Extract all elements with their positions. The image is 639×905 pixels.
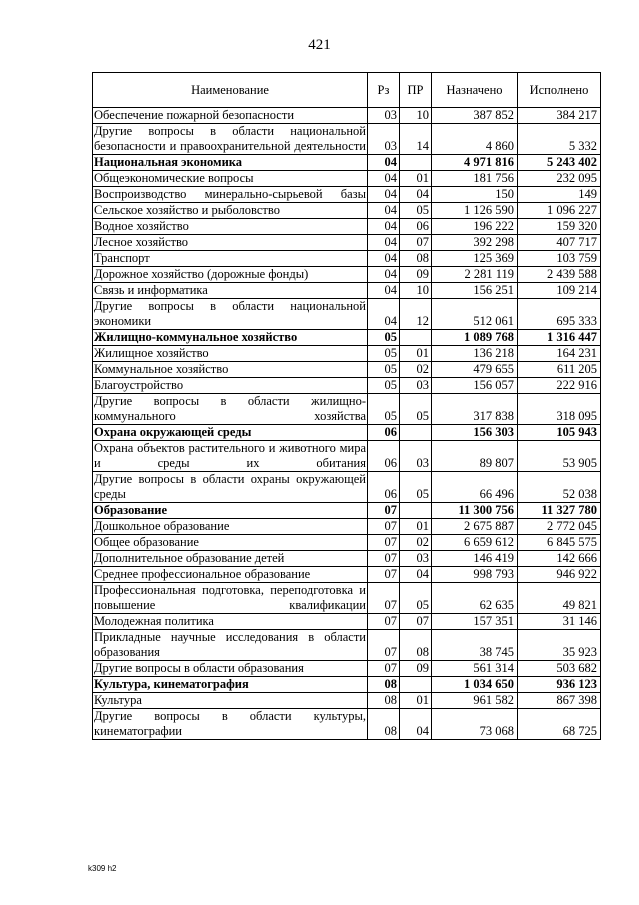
row-name-cell: Транспорт [93, 251, 368, 267]
row-planned-cell: 156 303 [432, 425, 518, 441]
row-planned-cell: 89 807 [432, 441, 518, 472]
row-executed-cell: 384 217 [518, 108, 601, 124]
row-rz-cell: 05 [368, 394, 400, 425]
table-row [93, 472, 601, 503]
row-planned-cell: 62 635 [432, 583, 518, 614]
table-row [93, 519, 601, 535]
row-rz-cell: 07 [368, 503, 400, 519]
row-rz-cell: 05 [368, 346, 400, 362]
row-name-cell: Обеспечение пожарной безопасности [93, 108, 368, 124]
header-rz: Рз [368, 73, 400, 108]
table-row [93, 283, 601, 299]
row-planned-cell: 998 793 [432, 567, 518, 583]
row-executed-cell: 109 214 [518, 283, 601, 299]
row-rz-cell: 05 [368, 330, 400, 346]
header-executed: Исполнено [518, 73, 601, 108]
row-pr-cell: 04 [400, 709, 432, 740]
row-executed-cell: 35 923 [518, 630, 601, 661]
header-name: Наименование [93, 73, 368, 108]
table-row [93, 630, 601, 661]
row-executed-cell: 6 845 575 [518, 535, 601, 551]
table-row [93, 551, 601, 567]
row-rz-cell: 04 [368, 155, 400, 171]
row-planned-cell: 961 582 [432, 693, 518, 709]
table-row [93, 267, 601, 283]
row-planned-cell: 196 222 [432, 219, 518, 235]
row-rz-cell: 05 [368, 362, 400, 378]
row-rz-cell: 07 [368, 583, 400, 614]
row-name-cell: Дополнительное образование детей [93, 551, 368, 567]
row-executed-cell: 232 095 [518, 171, 601, 187]
row-planned-cell: 1 089 768 [432, 330, 518, 346]
row-pr-cell [400, 425, 432, 441]
row-planned-cell: 150 [432, 187, 518, 203]
row-rz-cell: 04 [368, 203, 400, 219]
row-name-cell: Культура [93, 693, 368, 709]
row-planned-cell: 73 068 [432, 709, 518, 740]
row-rz-cell: 03 [368, 108, 400, 124]
row-name-cell: Жилищно-коммунальное хозяйство [93, 330, 368, 346]
row-executed-cell: 611 205 [518, 362, 601, 378]
row-pr-cell: 01 [400, 171, 432, 187]
row-name-cell: Общее образование [93, 535, 368, 551]
row-planned-cell: 512 061 [432, 299, 518, 330]
row-rz-cell: 07 [368, 630, 400, 661]
row-pr-cell: 05 [400, 394, 432, 425]
row-name-cell: Дорожное хозяйство (дорожные фонды) [93, 267, 368, 283]
row-executed-cell: 103 759 [518, 251, 601, 267]
table-row [93, 535, 601, 551]
row-pr-cell: 08 [400, 630, 432, 661]
row-name-cell: Другие вопросы в области жилищно-коммунального хозяйства [94, 394, 366, 423]
row-pr-cell: 06 [400, 219, 432, 235]
row-rz-cell: 07 [368, 519, 400, 535]
table-row [93, 362, 601, 378]
row-pr-cell [400, 155, 432, 171]
row-executed-cell: 11 327 780 [518, 503, 601, 519]
header-pr: ПР [400, 73, 432, 108]
row-name-cell: Другие вопросы в области национальной экономики [94, 299, 366, 328]
row-executed-cell: 68 725 [518, 709, 601, 740]
row-rz-cell: 08 [368, 709, 400, 740]
table-row [93, 567, 601, 583]
table-section-row [93, 330, 601, 346]
row-pr-cell: 12 [400, 299, 432, 330]
row-planned-cell: 479 655 [432, 362, 518, 378]
row-planned-cell: 156 057 [432, 378, 518, 394]
table-row [93, 346, 601, 362]
row-executed-cell: 149 [518, 187, 601, 203]
budget-table [92, 72, 601, 740]
row-name-cell: Коммунальное хозяйство [93, 362, 368, 378]
row-planned-cell: 125 369 [432, 251, 518, 267]
row-executed-cell: 1 096 227 [518, 203, 601, 219]
row-pr-cell: 03 [400, 441, 432, 472]
row-pr-cell: 05 [400, 472, 432, 503]
row-pr-cell: 02 [400, 535, 432, 551]
row-executed-cell: 105 943 [518, 425, 601, 441]
row-executed-cell: 159 320 [518, 219, 601, 235]
row-planned-cell: 387 852 [432, 108, 518, 124]
row-pr-cell: 10 [400, 108, 432, 124]
row-executed-cell: 142 666 [518, 551, 601, 567]
row-rz-cell: 04 [368, 251, 400, 267]
row-planned-cell: 317 838 [432, 394, 518, 425]
row-name-cell: Национальная экономика [93, 155, 368, 171]
row-rz-cell: 04 [368, 283, 400, 299]
table-section-row [93, 677, 601, 693]
table-row [93, 171, 601, 187]
row-name-cell: Среднее профессиональное образование [93, 567, 368, 583]
row-pr-cell [400, 330, 432, 346]
row-planned-cell: 2 281 119 [432, 267, 518, 283]
table-row [93, 299, 601, 330]
row-rz-cell: 07 [368, 661, 400, 677]
row-name-cell: Культура, кинематография [93, 677, 368, 693]
row-rz-cell: 06 [368, 472, 400, 503]
table-row [93, 251, 601, 267]
row-executed-cell: 53 905 [518, 441, 601, 472]
row-pr-cell: 09 [400, 267, 432, 283]
row-rz-cell: 07 [368, 567, 400, 583]
table-row [93, 219, 601, 235]
row-rz-cell: 05 [368, 378, 400, 394]
row-rz-cell: 04 [368, 299, 400, 330]
row-executed-cell: 695 333 [518, 299, 601, 330]
row-name-cell: Другие вопросы в области культуры, кинематографии [94, 709, 366, 738]
table-section-row [93, 425, 601, 441]
row-planned-cell: 392 298 [432, 235, 518, 251]
footer-code: k309 h2 [88, 864, 117, 873]
table-row [93, 394, 601, 425]
row-executed-cell: 936 123 [518, 677, 601, 693]
row-executed-cell: 407 717 [518, 235, 601, 251]
row-planned-cell: 157 351 [432, 614, 518, 630]
row-pr-cell: 14 [400, 124, 432, 155]
row-rz-cell: 04 [368, 267, 400, 283]
table-row [93, 235, 601, 251]
row-executed-cell: 164 231 [518, 346, 601, 362]
row-name-cell: Другие вопросы в области образования [93, 661, 368, 677]
row-pr-cell: 01 [400, 693, 432, 709]
row-name-cell: Прикладные научные исследования в области образования [94, 630, 366, 659]
row-pr-cell: 02 [400, 362, 432, 378]
table-row [93, 693, 601, 709]
row-planned-cell: 136 218 [432, 346, 518, 362]
row-name-cell: Водное хозяйство [93, 219, 368, 235]
row-name-cell: Благоустройство [93, 378, 368, 394]
row-name-cell: Лесное хозяйство [93, 235, 368, 251]
row-pr-cell: 01 [400, 346, 432, 362]
row-name-cell: Профессиональная подготовка, переподготовка и повышение квалификации [94, 583, 366, 612]
row-planned-cell: 4 971 816 [432, 155, 518, 171]
row-planned-cell: 146 419 [432, 551, 518, 567]
row-planned-cell: 561 314 [432, 661, 518, 677]
row-rz-cell: 08 [368, 693, 400, 709]
row-pr-cell: 08 [400, 251, 432, 267]
row-planned-cell: 11 300 756 [432, 503, 518, 519]
row-name-cell: Связь и информатика [93, 283, 368, 299]
row-executed-cell: 222 916 [518, 378, 601, 394]
row-pr-cell: 10 [400, 283, 432, 299]
row-pr-cell: 05 [400, 583, 432, 614]
row-rz-cell: 03 [368, 124, 400, 155]
row-executed-cell: 52 038 [518, 472, 601, 503]
row-pr-cell: 04 [400, 567, 432, 583]
table-header-row [93, 73, 601, 108]
row-planned-cell: 156 251 [432, 283, 518, 299]
row-name-cell: Охрана окружающей среды [93, 425, 368, 441]
table-section-row [93, 503, 601, 519]
row-executed-cell: 1 316 447 [518, 330, 601, 346]
row-name-cell: Общеэкономические вопросы [93, 171, 368, 187]
row-executed-cell: 503 682 [518, 661, 601, 677]
row-executed-cell: 31 146 [518, 614, 601, 630]
row-pr-cell: 09 [400, 661, 432, 677]
row-executed-cell: 5 243 402 [518, 155, 601, 171]
row-pr-cell [400, 677, 432, 693]
row-name-cell: Дошкольное образование [93, 519, 368, 535]
row-pr-cell: 07 [400, 235, 432, 251]
row-name-cell: Другие вопросы в области национальной безопасности и правоохранительной деятельности [94, 124, 366, 153]
row-planned-cell: 1 126 590 [432, 203, 518, 219]
table-row [93, 661, 601, 677]
table-row [93, 614, 601, 630]
row-rz-cell: 04 [368, 171, 400, 187]
table-row [93, 108, 601, 124]
row-rz-cell: 06 [368, 441, 400, 472]
row-executed-cell: 2 439 588 [518, 267, 601, 283]
row-rz-cell: 08 [368, 677, 400, 693]
row-rz-cell: 04 [368, 187, 400, 203]
row-planned-cell: 6 659 612 [432, 535, 518, 551]
row-name-cell: Сельское хозяйство и рыболовство [93, 203, 368, 219]
table-section-row [93, 155, 601, 171]
row-name-cell: Охрана объектов растительного и животного мира и среды их обитания [94, 441, 366, 470]
row-executed-cell: 946 922 [518, 567, 601, 583]
row-rz-cell: 06 [368, 425, 400, 441]
row-executed-cell: 867 398 [518, 693, 601, 709]
table-body [93, 108, 601, 740]
row-rz-cell: 07 [368, 614, 400, 630]
row-rz-cell: 04 [368, 235, 400, 251]
header-planned: Назначено [432, 73, 518, 108]
table-row [93, 124, 601, 155]
table-row [93, 203, 601, 219]
row-pr-cell: 01 [400, 519, 432, 535]
row-executed-cell: 318 095 [518, 394, 601, 425]
row-pr-cell: 04 [400, 187, 432, 203]
table-row [93, 441, 601, 472]
row-planned-cell: 2 675 887 [432, 519, 518, 535]
page-number: 421 [308, 37, 331, 53]
table-row [93, 583, 601, 614]
row-name-cell: Образование [93, 503, 368, 519]
row-name-cell: Молодежная политика [93, 614, 368, 630]
row-executed-cell: 49 821 [518, 583, 601, 614]
row-planned-cell: 181 756 [432, 171, 518, 187]
row-rz-cell: 07 [368, 551, 400, 567]
row-pr-cell: 05 [400, 203, 432, 219]
row-planned-cell: 66 496 [432, 472, 518, 503]
row-executed-cell: 2 772 045 [518, 519, 601, 535]
row-pr-cell: 07 [400, 614, 432, 630]
row-rz-cell: 04 [368, 219, 400, 235]
table-row [93, 187, 601, 203]
row-planned-cell: 38 745 [432, 630, 518, 661]
row-planned-cell: 1 034 650 [432, 677, 518, 693]
row-name-cell: Жилищное хозяйство [93, 346, 368, 362]
row-name-cell: Другие вопросы в области охраны окружающей среды [94, 472, 366, 501]
row-pr-cell: 03 [400, 378, 432, 394]
row-name-cell: Воспроизводство минерально-сырьевой базы [94, 187, 366, 201]
row-planned-cell: 4 860 [432, 124, 518, 155]
table-row [93, 378, 601, 394]
table-row [93, 709, 601, 740]
row-pr-cell [400, 503, 432, 519]
row-rz-cell: 07 [368, 535, 400, 551]
row-executed-cell: 5 332 [518, 124, 601, 155]
row-pr-cell: 03 [400, 551, 432, 567]
